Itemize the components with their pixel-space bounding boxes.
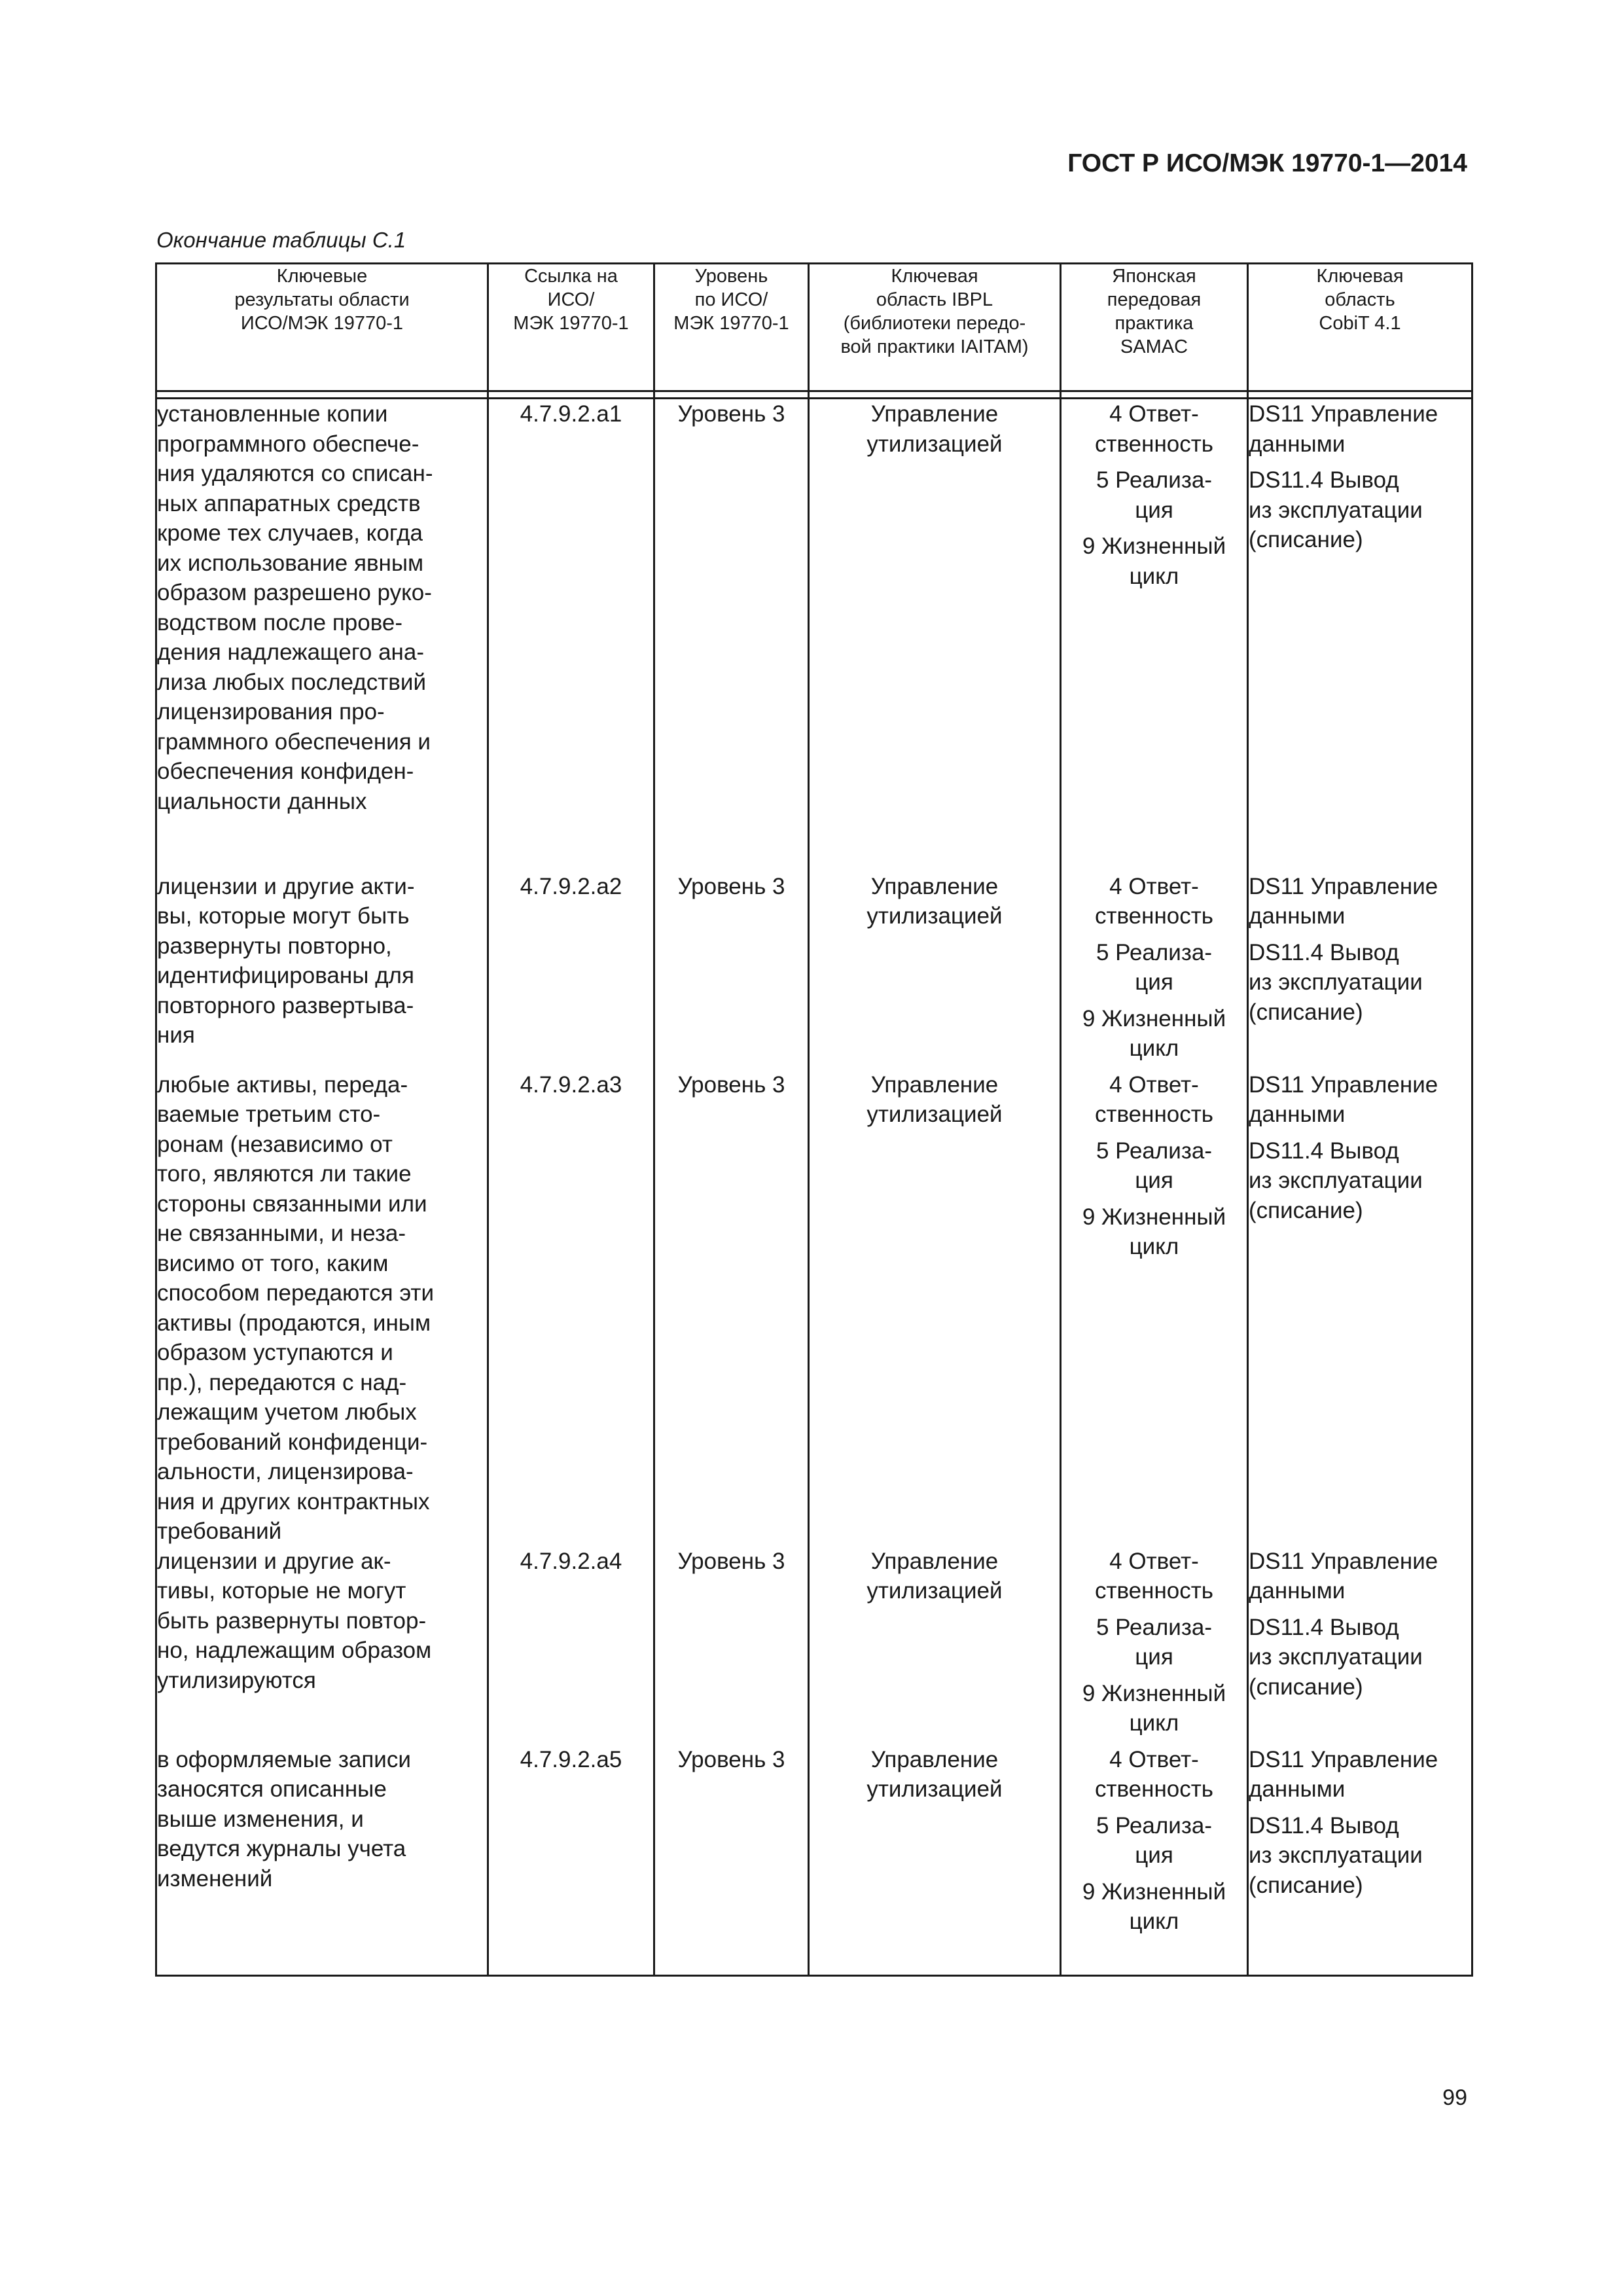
cell-ibpl (809, 1070, 1061, 1547)
samac-item-line: 5 Реализа- (1096, 1812, 1213, 1839)
cell-ibpl (809, 872, 1061, 1070)
key-result-line: пр.), передаются с над- (157, 1369, 407, 1395)
key-result-line: установленные копии (157, 401, 388, 427)
key-result-line: активы (продаются, иным (157, 1310, 431, 1336)
key-result-line: ния и других контрактных (157, 1488, 430, 1515)
samac-item (1061, 872, 1247, 931)
samac-item (1061, 1547, 1247, 1606)
key-result-line: тивы, которые не могут (157, 1578, 406, 1604)
key-result-line: дения надлежащего ана- (157, 639, 425, 665)
samac-item-line: 9 Жизненный (1082, 1005, 1226, 1031)
key-result-line: программного обеспече- (157, 431, 419, 457)
header-text-line: Ключевая (1316, 266, 1404, 287)
cell-cobit (1248, 1070, 1472, 1547)
samac-item-line: 4 Ответ- (1109, 1746, 1199, 1772)
key-result-line: в оформляемые записи (157, 1746, 411, 1772)
key-result-line: развернуты повторно, (157, 933, 392, 959)
samac-item-line: ственность (1094, 1578, 1214, 1604)
header-text-line: ИСО/МЭК 19770-1 (240, 313, 404, 334)
cobit-item-line: DS11.4 Вывод (1249, 939, 1399, 965)
cobit-item (1249, 1136, 1471, 1226)
cobit-item-line: DS11.4 Вывод (1249, 1614, 1399, 1640)
samac-item (1061, 399, 1247, 459)
cell-level: Уровень 3 (654, 1547, 809, 1745)
cell-samac (1061, 1070, 1248, 1547)
key-result-line: утилизируются (157, 1667, 316, 1693)
header-separator (156, 391, 1472, 399)
cell-samac (1061, 872, 1248, 1070)
samac-item-line: цикл (1129, 1909, 1179, 1934)
key-result-line: ния удаляются со списан- (157, 461, 433, 486)
key-result-line: их использование явным (157, 550, 424, 576)
key-result-line: образом уступаются и (157, 1340, 393, 1365)
key-result-line: образом разрешено руко- (157, 580, 432, 605)
cobit-item-line: из эксплуатации (1249, 969, 1423, 995)
samac-item-line: 9 Жизненный (1082, 1204, 1226, 1230)
cell-level: Уровень 3 (654, 1745, 809, 1976)
key-result-line: ния (157, 1022, 195, 1048)
samac-item-line: 4 Ответ- (1109, 401, 1199, 427)
cell-key-result (156, 1745, 488, 1976)
cobit-item-line: из эксплуатации (1249, 497, 1423, 523)
cell-ibpl (809, 1547, 1061, 1745)
key-result-line: повторного развертыва- (157, 992, 414, 1018)
cell-samac (1061, 1547, 1248, 1745)
ibpl-line: утилизацией (866, 431, 1003, 457)
samac-item (1061, 1613, 1247, 1672)
ibpl-line: утилизацией (866, 1776, 1003, 1802)
cobit-item-line: из эксплуатации (1249, 1644, 1423, 1670)
cobit-item (1249, 872, 1471, 931)
column-header (1248, 264, 1472, 391)
cell-key-result (156, 872, 488, 1070)
cobit-item-line: из эксплуатации (1249, 1842, 1423, 1868)
key-result-line: лицензирования про- (157, 699, 385, 725)
cobit-item-line: DS11 Управление (1249, 1746, 1438, 1772)
cobit-item (1249, 1613, 1471, 1702)
cobit-item (1249, 1070, 1471, 1130)
samac-item-line: ственность (1094, 1776, 1214, 1802)
column-header (809, 264, 1061, 391)
table-header-row (156, 264, 1472, 391)
samac-item (1061, 1811, 1247, 1871)
cell-level: Уровень 3 (654, 1070, 809, 1547)
samac-item-line: ственность (1094, 431, 1214, 457)
key-result-line: лицензии и другие ак- (157, 1548, 391, 1574)
cell-cobit (1248, 1547, 1472, 1745)
cobit-item (1249, 1811, 1471, 1901)
key-result-line: выше изменения, и (157, 1806, 364, 1832)
samac-item (1061, 1679, 1247, 1738)
key-result-line: изменений (157, 1865, 273, 1892)
cobit-item (1249, 465, 1471, 555)
ibpl-line: Управление (870, 401, 999, 427)
cell-reference: 4.7.9.2.a3 (488, 1070, 654, 1547)
cobit-item-line: (списание) (1249, 527, 1363, 552)
cobit-item-line: данными (1249, 1776, 1346, 1802)
samac-item (1061, 1070, 1247, 1130)
samac-item-line: 9 Жизненный (1082, 533, 1226, 559)
table-row (156, 1547, 1472, 1745)
key-result-line: альности, лицензирова- (157, 1459, 414, 1484)
samac-item-line: ция (1135, 1168, 1173, 1193)
samac-item-line: 4 Ответ- (1109, 1548, 1199, 1574)
cobit-item-line: (списание) (1249, 999, 1363, 1025)
samac-item (1061, 1136, 1247, 1196)
header-text-line: ИСО/ (547, 289, 595, 310)
cobit-item (1249, 1547, 1471, 1606)
cobit-item (1249, 938, 1471, 1028)
table-row (156, 399, 1472, 872)
cobit-item-line: DS11.4 Вывод (1249, 1138, 1399, 1164)
key-result-line: ведутся журналы учета (157, 1836, 406, 1861)
table-caption: Окончание таблицы С.1 (156, 228, 406, 252)
key-result-line: идентифицированы для (157, 963, 414, 988)
cell-reference: 4.7.9.2.a5 (488, 1745, 654, 1976)
key-result-line: стороны связанными или (157, 1191, 427, 1217)
header-text-line: передовая (1107, 289, 1202, 310)
samac-item-line: ция (1135, 1842, 1173, 1868)
cobit-item-line: (списание) (1249, 1197, 1363, 1223)
samac-item (1061, 1004, 1247, 1064)
header-text-line: область IBPL (876, 289, 993, 310)
key-result-line: быть развернуты повтор- (157, 1607, 427, 1634)
cell-ibpl (809, 399, 1061, 872)
key-result-line: лежащим учетом любых (157, 1399, 417, 1425)
cobit-item-line: DS11.4 Вывод (1249, 467, 1399, 493)
key-result-line: водством после прове- (157, 609, 403, 636)
key-result-line: ных аппаратных средств (157, 490, 421, 516)
page-number: 99 (1442, 2085, 1467, 2110)
cell-key-result (156, 399, 488, 872)
key-result-line: ронам (независимо от (157, 1131, 393, 1157)
cobit-item-line: DS11.4 Вывод (1249, 1812, 1399, 1839)
samac-item-line: 5 Реализа- (1096, 1614, 1213, 1640)
samac-item-line: 9 Жизненный (1082, 1878, 1226, 1905)
header-text-line: Японская (1112, 266, 1196, 287)
cell-reference: 4.7.9.2.a2 (488, 872, 654, 1070)
cell-level: Уровень 3 (654, 399, 809, 872)
ibpl-line: Управление (870, 1548, 999, 1574)
header-text-line: МЭК 19770-1 (513, 313, 629, 334)
samac-item (1061, 1745, 1247, 1804)
samac-item-line: цикл (1129, 1234, 1179, 1259)
column-header (156, 264, 488, 391)
key-result-line: кроме тех случаев, когда (157, 520, 423, 546)
cobit-item-line: из эксплуатации (1249, 1168, 1423, 1193)
key-result-line: не связанными, и неза- (157, 1221, 406, 1246)
samac-item-line: 4 Ответ- (1109, 873, 1199, 899)
cobit-item-line: (списание) (1249, 1872, 1363, 1898)
header-text-line: Ссылка на (524, 266, 618, 287)
cell-reference: 4.7.9.2.a1 (488, 399, 654, 872)
cobit-item-line: данными (1249, 431, 1346, 457)
key-result-line: требований (157, 1518, 282, 1544)
cobit-item (1249, 1745, 1471, 1804)
ibpl-line: утилизацией (866, 1102, 1003, 1127)
samac-item-line: 5 Реализа- (1096, 1138, 1213, 1164)
cobit-item-line: (списание) (1249, 1674, 1363, 1700)
samac-item-line: 9 Жизненный (1082, 1680, 1226, 1706)
cobit-item-line: DS11 Управление (1249, 1548, 1438, 1574)
samac-item (1061, 938, 1247, 997)
samac-item-line: ция (1135, 969, 1173, 995)
cell-reference: 4.7.9.2.a4 (488, 1547, 654, 1745)
document-code: ГОСТ Р ИСО/МЭК 19770-1—2014 (1067, 149, 1467, 177)
samac-item-line: цикл (1129, 563, 1179, 589)
cobit-item-line: DS11 Управление (1249, 873, 1438, 899)
key-result-line: способом передаются эти (157, 1280, 435, 1306)
header-text-line: область (1325, 289, 1395, 310)
cobit-item-line: данными (1249, 903, 1346, 929)
cell-ibpl (809, 1745, 1061, 1976)
header-text-line: по ИСО/ (694, 289, 768, 310)
table-row (156, 1070, 1472, 1547)
cobit-item-line: DS11 Управление (1249, 1071, 1438, 1098)
cell-cobit (1248, 872, 1472, 1070)
cobit-item-line: данными (1249, 1578, 1346, 1604)
header-text-line: Уровень (694, 266, 768, 287)
table-row (156, 872, 1472, 1070)
header-text-line: практика (1115, 313, 1194, 334)
key-result-line: но, надлежащим образом (157, 1638, 432, 1663)
samac-item-line: ственность (1094, 903, 1214, 929)
header-text-line: CobiT 4.1 (1319, 313, 1401, 334)
samac-item-line: 5 Реализа- (1096, 939, 1213, 965)
header-text-line: (библиотеки передо- (843, 313, 1026, 334)
key-result-line: висимо от того, каким (157, 1250, 389, 1276)
samac-item-line: ция (1135, 1644, 1173, 1670)
samac-item (1061, 531, 1247, 591)
key-result-line: требований конфиденци- (157, 1429, 428, 1455)
header-text-line: Ключевая (891, 266, 978, 287)
cobit-item-line: DS11 Управление (1249, 401, 1438, 427)
key-result-line: заносятся описанные (157, 1776, 387, 1802)
key-result-line: циальности данных (157, 788, 367, 814)
samac-item (1061, 1877, 1247, 1937)
samac-item-line: ственность (1094, 1102, 1214, 1127)
header-text-line: SAMAC (1120, 336, 1188, 357)
ibpl-line: утилизацией (866, 903, 1003, 929)
table-row (156, 1745, 1472, 1976)
cell-cobit (1248, 1745, 1472, 1976)
header-text-line: вой практики IAITAM) (840, 336, 1029, 357)
key-result-line: лицензии и другие акти- (157, 873, 415, 899)
ibpl-line: утилизацией (866, 1578, 1003, 1604)
header-text-line: результаты области (234, 289, 410, 310)
samac-item-line: цикл (1129, 1710, 1179, 1736)
cell-samac (1061, 399, 1248, 872)
header-text-line: МЭК 19770-1 (673, 313, 789, 334)
ibpl-line: Управление (870, 1071, 999, 1098)
samac-item-line: 4 Ответ- (1109, 1071, 1199, 1098)
key-result-line: лиза любых последствий (157, 669, 426, 695)
cell-key-result (156, 1070, 488, 1547)
compliance-table (155, 262, 1473, 1977)
samac-item (1061, 1202, 1247, 1262)
samac-item-line: ция (1135, 497, 1173, 523)
cell-samac (1061, 1745, 1248, 1976)
header-text-line: Ключевые (276, 266, 368, 287)
key-result-line: вы, которые могут быть (157, 903, 410, 929)
samac-item-line: цикл (1129, 1035, 1179, 1061)
samac-item-line: 5 Реализа- (1096, 467, 1213, 493)
key-result-line: граммного обеспечения и (157, 728, 431, 755)
cobit-item (1249, 399, 1471, 459)
column-header (488, 264, 654, 391)
ibpl-line: Управление (870, 1746, 999, 1772)
cell-cobit (1248, 399, 1472, 872)
key-result-line: того, являются ли такие (157, 1161, 412, 1187)
column-header (1061, 264, 1248, 391)
samac-item (1061, 465, 1247, 525)
cell-key-result (156, 1547, 488, 1745)
key-result-line: любые активы, переда- (157, 1071, 408, 1098)
column-header (654, 264, 809, 391)
cell-level: Уровень 3 (654, 872, 809, 1070)
cobit-item-line: данными (1249, 1102, 1346, 1127)
key-result-line: обеспечения конфиден- (157, 759, 414, 784)
key-result-line: ваемые третьим сто- (157, 1102, 381, 1127)
ibpl-line: Управление (870, 873, 999, 899)
